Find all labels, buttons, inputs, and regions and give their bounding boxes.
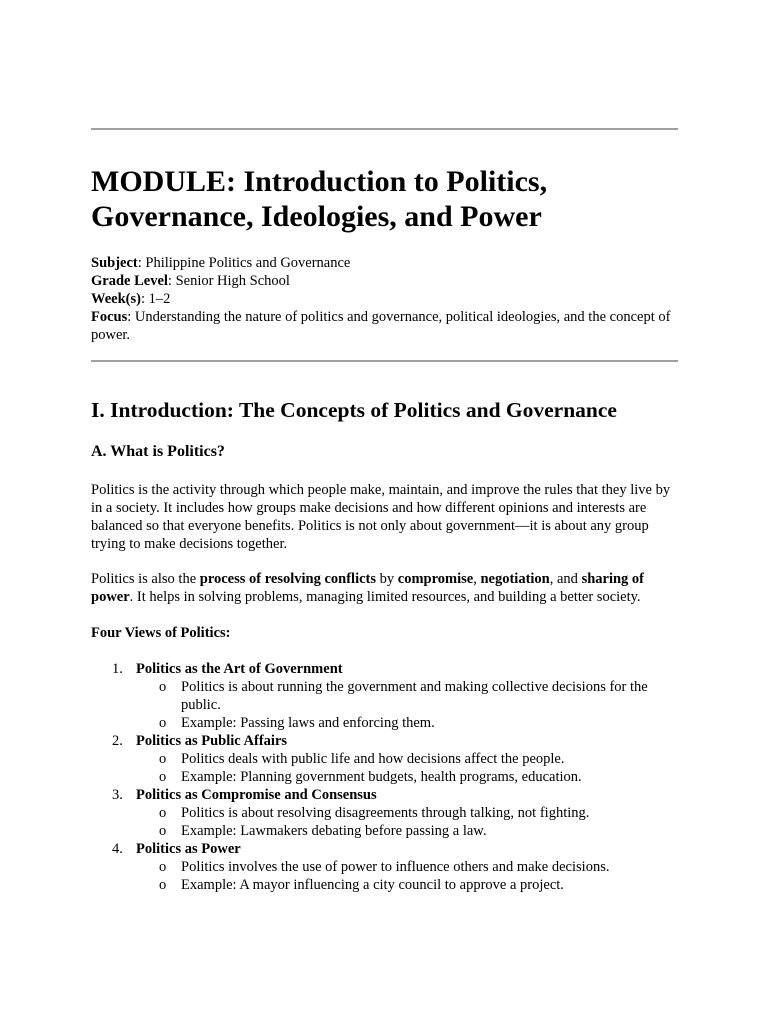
bullet-icon: o bbox=[159, 715, 167, 731]
list-number: 2. bbox=[112, 733, 123, 749]
meta-value: 1–2 bbox=[148, 291, 171, 307]
meta-focus: Focus: Understanding the nature of politics and governance, political ideologies, and the concept of power. bbox=[91, 309, 671, 343]
meta-label: Focus bbox=[91, 309, 128, 325]
meta-label: Week(s) bbox=[91, 291, 141, 307]
sub-list-item: o Example: Passing laws and enforcing them. bbox=[159, 715, 435, 731]
meta-value: Philippine Politics and Governance bbox=[145, 255, 351, 271]
meta-weeks: Week(s): 1–2 bbox=[91, 291, 171, 307]
sub-list-item: o Example: Lawmakers debating before passing a law. bbox=[159, 823, 487, 839]
subsection-heading: A. What is Politics? bbox=[91, 443, 225, 460]
list-item bbox=[91, 732, 678, 786]
paragraph-definition: Politics is the activity through which people make, maintain, and improve the rules that they live by in a society. It includes how groups make decisions and how different opinions and interests are balanced so that everyone benefits. Politics is not only about government—it is about any group trying to make decisions together. bbox=[91, 482, 671, 552]
meta-grade-level: Grade Level: Senior High School bbox=[91, 273, 290, 289]
horizontal-rule-section bbox=[91, 360, 678, 362]
meta-value: Understanding the nature of politics and governance, political ideologies, and the concept of power. bbox=[91, 309, 671, 343]
meta-label: Grade Level bbox=[91, 273, 168, 289]
section-heading: I. Introduction: The Concepts of Politics and Governance bbox=[91, 398, 617, 422]
module-title: MODULE: Introduction to Politics, Governance, Ideologies, and Power bbox=[91, 165, 548, 233]
list-item bbox=[91, 840, 678, 894]
sub-list-item: o Example: Planning government budgets, health programs, education. bbox=[159, 769, 582, 785]
sub-list-item: o Politics deals with public life and how decisions affect the people. bbox=[159, 751, 565, 767]
sub-list-item: o Example: A mayor influencing a city council to approve a project. bbox=[159, 877, 564, 893]
bullet-icon: o bbox=[159, 769, 167, 785]
bullet-icon: o bbox=[159, 859, 167, 875]
horizontal-rule-top bbox=[91, 128, 678, 130]
meta-label: Subject bbox=[91, 255, 138, 271]
list-item bbox=[91, 786, 678, 840]
view-title: Politics as Public Affairs bbox=[136, 733, 288, 749]
view-title: Politics as Power bbox=[136, 841, 241, 857]
view-title: Politics as Compromise and Consensus bbox=[136, 787, 377, 803]
view-title: Politics as the Art of Government bbox=[136, 661, 343, 677]
bullet-icon: o bbox=[159, 877, 167, 893]
meta-value: Senior High School bbox=[175, 273, 290, 289]
list-item bbox=[91, 660, 678, 732]
bullet-icon: o bbox=[159, 805, 167, 821]
sub-list-item: o Politics is about running the government and making collective decisions for the public. bbox=[159, 679, 648, 713]
meta-subject: Subject: Philippine Politics and Governance bbox=[91, 255, 351, 271]
sub-list-item: o Politics is about resolving disagreements through talking, not fighting. bbox=[159, 805, 590, 821]
bullet-icon: o bbox=[159, 823, 167, 839]
list-number: 1. bbox=[112, 661, 123, 677]
list-number: 4. bbox=[112, 841, 123, 857]
bullet-icon: o bbox=[159, 751, 167, 767]
views-list bbox=[91, 660, 678, 894]
list-number: 3. bbox=[112, 787, 123, 803]
sub-list-item: o Politics involves the use of power to influence others and make decisions. bbox=[159, 859, 610, 875]
paragraph-conflict-resolution: Politics is also the process of resolving conflicts by compromise, negotiation, and sharing of power. It helps in solving problems, managing limited resources, and building a better society. bbox=[91, 571, 645, 605]
module-meta bbox=[91, 254, 678, 344]
views-heading: Four Views of Politics: bbox=[91, 625, 231, 641]
bullet-icon: o bbox=[159, 679, 167, 695]
